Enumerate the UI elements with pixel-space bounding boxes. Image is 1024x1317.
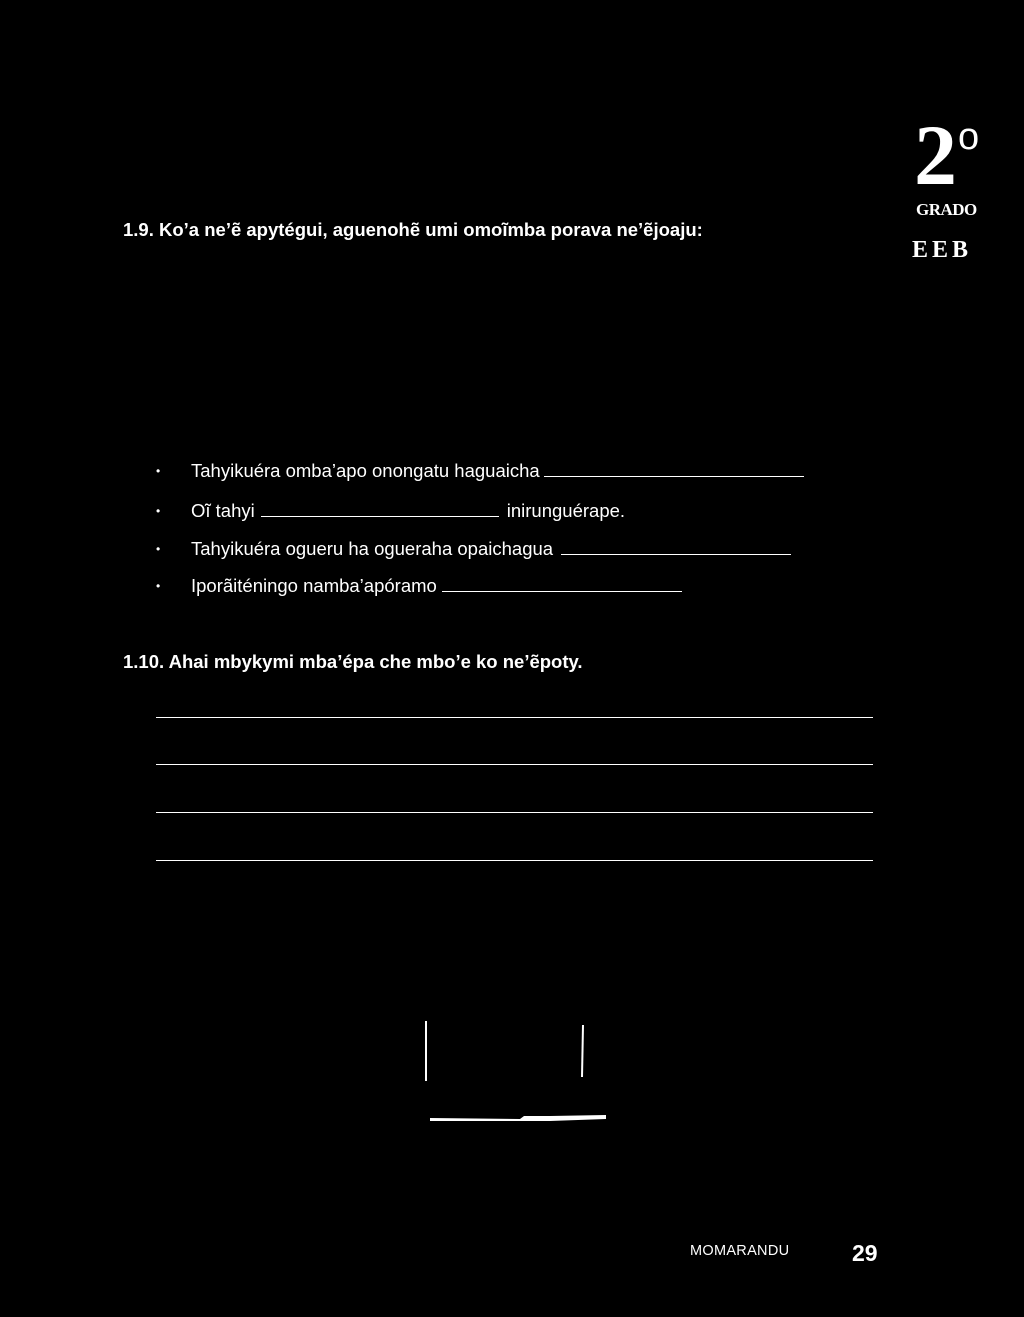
answer-line[interactable] (156, 717, 873, 718)
fill-in-blank[interactable] (561, 553, 791, 555)
grade-number: 2 (914, 107, 955, 203)
grade-level: EEB (912, 237, 973, 263)
footer-label: MOMARANDU (690, 1243, 790, 1259)
grade-label: GRADO (916, 200, 977, 219)
bullet-text: Iporãiténingo namba’apóramo (191, 575, 437, 596)
bullet-dot: • (156, 504, 161, 518)
bullet-dot: • (156, 579, 161, 593)
question-9-prompt: 1.9. Ko’a ne’ẽ apytégui, aguenohẽ umi omoĩmba porava ne’ẽjoaju: (123, 219, 703, 240)
bullet-item-2 (156, 500, 626, 522)
fill-in-blank[interactable] (442, 590, 682, 592)
grade-superscript: o (958, 116, 980, 158)
question-10-prompt: 1.10. Ahai mbykymi mba’épa che mbo’e ko ne’ẽpoty. (123, 651, 583, 672)
bullet-text: Tahyikuéra ogueru ha ogueraha opaichagua (191, 538, 554, 559)
sketch-lines (420, 1015, 620, 1130)
bullet-item-4 (156, 575, 682, 597)
bullet-text: Oĩ tahyi (191, 500, 255, 521)
page-number: 29 (852, 1240, 878, 1266)
answer-line[interactable] (156, 764, 873, 765)
answer-line[interactable] (156, 812, 873, 813)
bullet-item-1 (156, 460, 804, 482)
fill-in-blank[interactable] (544, 475, 804, 477)
bullet-item-3 (156, 538, 791, 560)
bullet-dot: • (156, 542, 161, 556)
bullet-dot: • (156, 464, 161, 478)
fill-in-blank[interactable] (261, 515, 499, 517)
bullet-text-after: inirunguérape. (506, 500, 626, 521)
answer-line[interactable] (156, 860, 873, 861)
bullet-text: Tahyikuéra omba’apo onongatu haguaicha (191, 460, 540, 481)
